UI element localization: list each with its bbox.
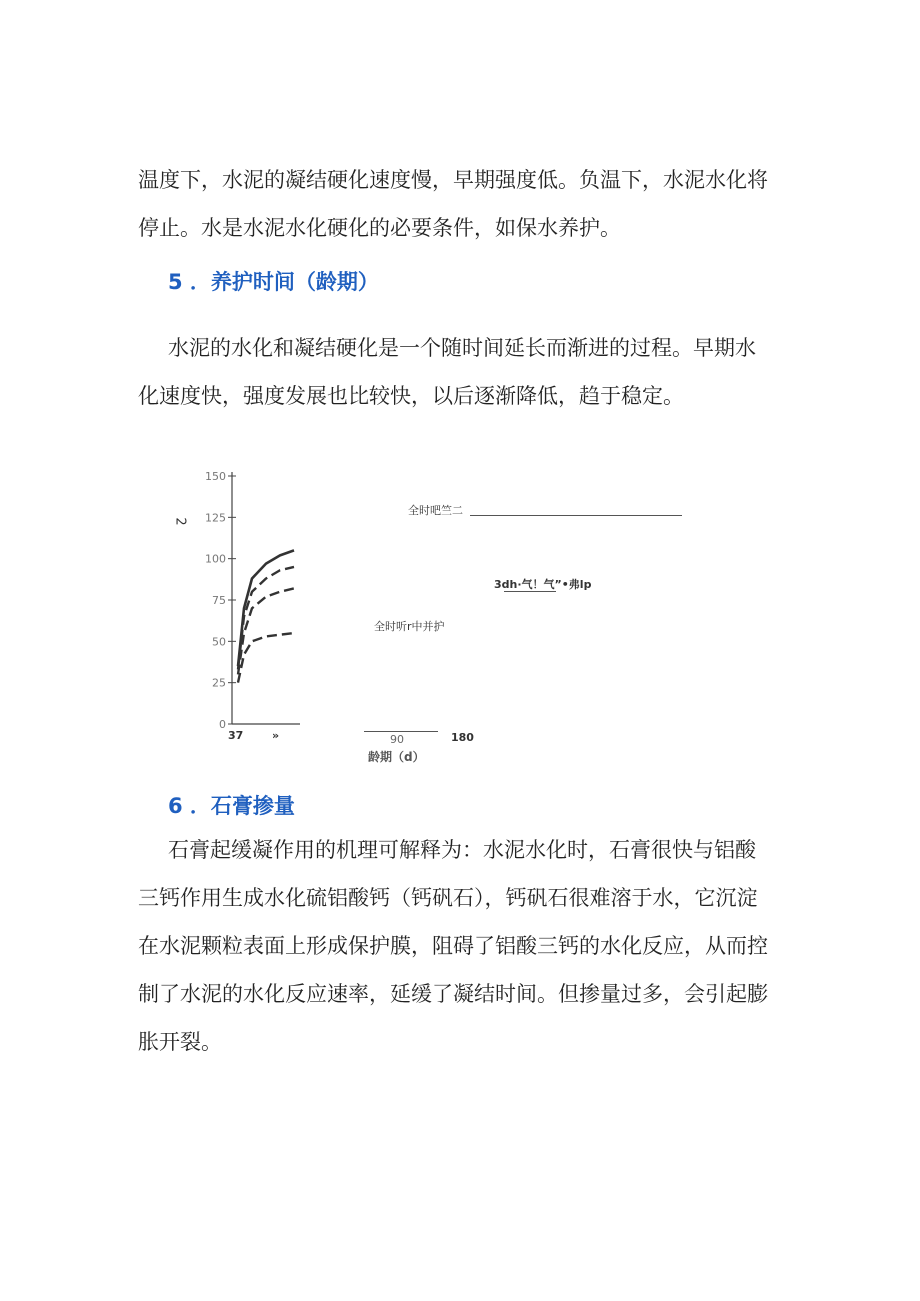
- y-tick-label: 100: [205, 552, 226, 566]
- paragraph-curing-time: [138, 324, 788, 420]
- paragraph-gypsum: [138, 826, 788, 1066]
- x-axis-segment: [364, 731, 438, 732]
- annotation-mid-underline: [504, 591, 556, 592]
- x-tick-label: »: [272, 729, 280, 742]
- annotation-top-line: [470, 515, 682, 516]
- text-line: 水泥的水化和凝结硬化是一个随时间延长而渐进的过程。早期水: [168, 336, 756, 360]
- y-tick-label: 75: [212, 594, 226, 607]
- text-line: 制了水泥的水化反应速率，延缓了凝结时间。但掺量过多，会引起膨: [138, 982, 768, 1006]
- y-tick-label: 150: [205, 470, 226, 483]
- y-ticks: [205, 470, 236, 731]
- y-tick-label: 0: [219, 718, 226, 731]
- annotation-mid: 3dh·气！气”•弗lp: [494, 578, 592, 591]
- x-tick-label: 90: [390, 733, 404, 746]
- text-line: 在水泥颗粒表面上形成保护膜，阻碍了铝酸三钙的水化反应，从而控: [138, 934, 768, 958]
- text-line: 三钙作用生成水化硫铝酸钙（钙矾石），钙矾石很难溶于水，它沉淀: [138, 886, 758, 910]
- y-tick-label: 125: [205, 511, 226, 525]
- annotation-low: 全时听r中并护: [374, 620, 445, 633]
- y-tick-label: 50: [212, 635, 226, 649]
- text-line: 胀开裂。: [138, 1030, 222, 1054]
- section-heading-6: 6 ．石膏掺量: [168, 794, 295, 818]
- strength-age-chart: [190, 462, 310, 742]
- y-tick-label: 25: [212, 676, 226, 690]
- x-axis-title: 龄期（d）: [368, 750, 425, 764]
- x-tick-label: 37: [228, 729, 244, 742]
- y-axis-label: 2: [172, 517, 188, 526]
- annotation-top: 全时吧竺二: [408, 504, 463, 517]
- text-line: 温度下，水泥的凝结硬化速度慢，早期强度低。负温下，水泥水化将: [138, 168, 768, 192]
- text-line: 停止。水是水泥水化硬化的必要条件，如保水养护。: [138, 216, 621, 240]
- series-line-curve-2: [238, 567, 294, 670]
- text-line: 石膏起缓凝作用的机理可解释为：水泥水化时，石膏很快与铝酸: [168, 838, 756, 862]
- series-group: [238, 550, 294, 682]
- text-line: 化速度快，强度发展也比较快，以后逐渐降低，趋于稳定。: [138, 384, 684, 408]
- series-line-curve-4: [238, 633, 294, 683]
- section-heading-5: 5 ．养护时间（龄期）: [168, 270, 379, 294]
- x-tick-label: 180: [451, 731, 474, 744]
- paragraph-temperature: [138, 156, 788, 252]
